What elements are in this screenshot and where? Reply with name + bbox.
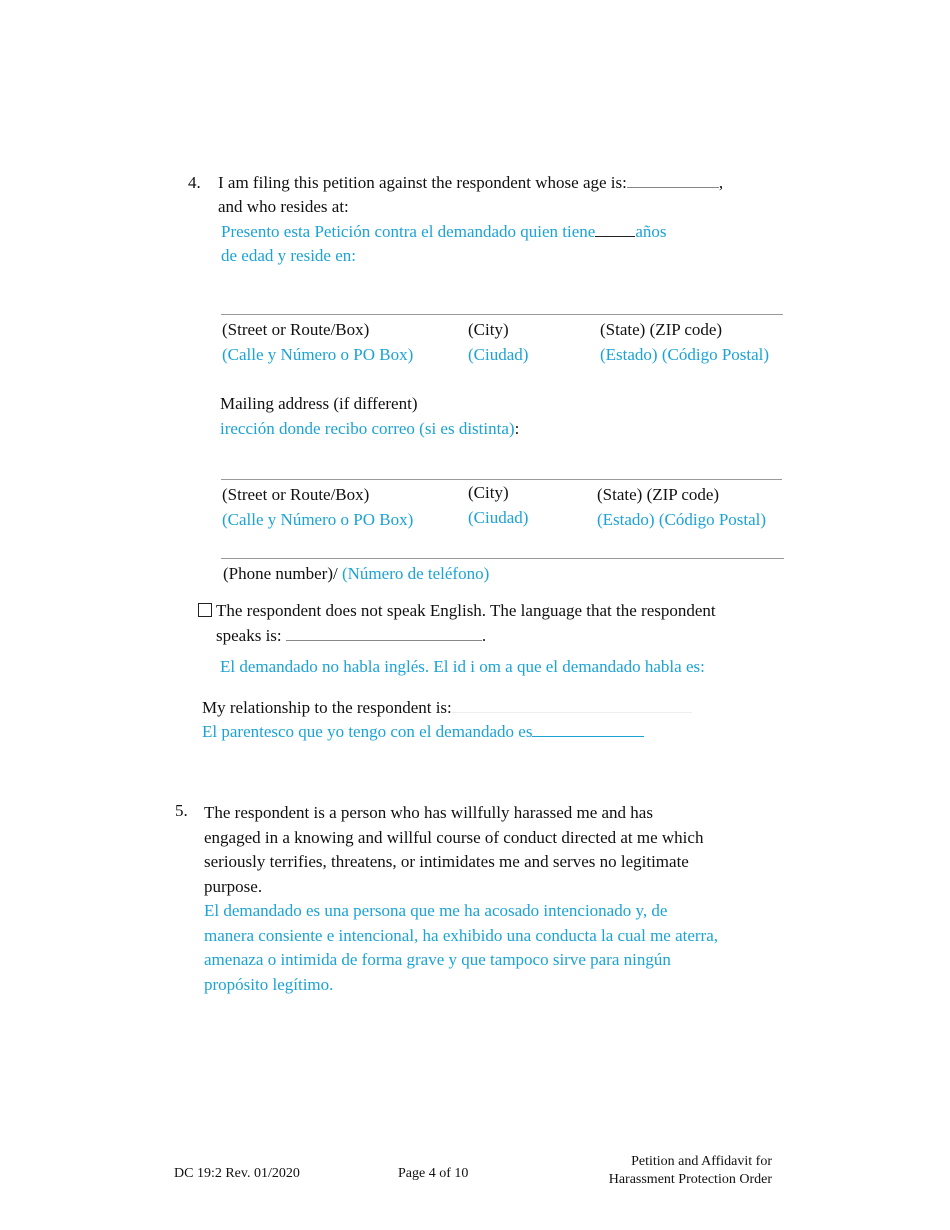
state-zip-label-2: (State) (ZIP code) (597, 485, 720, 504)
relationship-field[interactable] (452, 712, 692, 713)
phone-label-en: (Phone number)/ (223, 564, 342, 583)
section-5-number: 5. (175, 801, 188, 820)
mailing-address-label-es (220, 419, 519, 439)
section-5-line: purpose. (204, 876, 263, 896)
phone-label (223, 564, 489, 584)
section-5-es-line: El demandado es una persona que me ha acosado intencionado y, de (204, 901, 668, 920)
age-question-es-text: Presento esta Petición contra el demandado quien tiene (221, 222, 596, 241)
mailing-colon: : (514, 419, 520, 438)
language-statement (198, 601, 716, 621)
form-id: DC 19:2 Rev. 01/2020 (174, 1166, 300, 1181)
section-5-line: seriously terrifies, threatens, or intimidates me and serves no legitimate (204, 852, 689, 872)
city-label: (City) (468, 320, 509, 339)
age-question-es (221, 222, 667, 242)
language-line1: The respondent does not speak English. The language that the respondent (216, 601, 716, 620)
mailing-address-label: Mailing address (if different) (220, 394, 418, 413)
language-checkbox[interactable] (198, 603, 212, 617)
form-title (572, 1153, 772, 1189)
phone-line[interactable] (221, 558, 784, 559)
relationship-es-text: El parentesco que yo tengo con el demandado es (202, 722, 533, 741)
language-period: . (481, 626, 487, 645)
section-5-line: The respondent is a person who has willfully harassed me and has (204, 803, 653, 822)
language-statement-es: El demandado no habla inglés. El id i om a que el demandado habla es: (220, 657, 705, 676)
resides-label-es: de edad y reside en: (221, 246, 356, 265)
relationship-field-es[interactable] (532, 736, 644, 737)
state-zip-label-es-2: (Estado) (Código Postal) (597, 510, 767, 529)
language-line2 (216, 626, 486, 646)
section-5-spanish (204, 899, 804, 997)
address-line-1[interactable] (221, 314, 783, 315)
resides-label: and who resides at: (218, 197, 349, 216)
street-label-es: (Calle y Número o PO Box) (222, 345, 414, 364)
age-question-es-end: años (635, 222, 667, 241)
section-5-es-line: amenaza o intimida de forma grave y que tampoco sirve para ningún (204, 950, 671, 970)
state-zip-label-es: (Estado) (Código Postal) (600, 345, 770, 364)
age-comma: , (718, 173, 724, 192)
section-5-english (204, 801, 804, 899)
language-field[interactable] (286, 640, 482, 641)
street-label: (Street or Route/Box) (222, 320, 370, 339)
age-field[interactable] (627, 187, 719, 188)
section-4-number: 4. (188, 173, 201, 192)
street-label-2: (Street or Route/Box) (222, 485, 370, 504)
street-label-es-2: (Calle y Número o PO Box) (222, 510, 414, 529)
phone-label-es: (Número de teléfono) (341, 564, 490, 583)
state-zip-label: (State) (ZIP code) (600, 320, 723, 339)
address-line-2[interactable] (221, 479, 782, 480)
mailing-address-es-text: irección donde recibo correo (si es distinta) (220, 419, 515, 438)
form-title-line1: Petition and Affidavit for (631, 1154, 772, 1169)
section-5-line: engaged in a knowing and willful course of conduct directed at me which (204, 827, 704, 847)
relationship-label (202, 698, 692, 718)
age-question: I am filing this petition against the respondent whose age is: (218, 173, 627, 192)
city-label-es: (Ciudad) (468, 345, 529, 364)
section-5-es-line: manera consiente e intencional, ha exhibido una conducta la cual me aterra, (204, 925, 719, 945)
language-speaks-label: speaks is: (216, 626, 282, 645)
section-5-es-line: propósito legítimo. (204, 974, 334, 994)
relationship-label-es (202, 722, 644, 742)
section-4-line1 (218, 173, 723, 193)
page-number: Page 4 of 10 (398, 1166, 469, 1181)
form-title-line2: Harassment Protection Order (608, 1172, 772, 1187)
relationship-label-text: My relationship to the respondent is: (202, 698, 452, 717)
city-label-es-2: (Ciudad) (468, 508, 529, 527)
age-field-es[interactable] (595, 236, 635, 237)
city-label-2: (City) (468, 483, 509, 502)
